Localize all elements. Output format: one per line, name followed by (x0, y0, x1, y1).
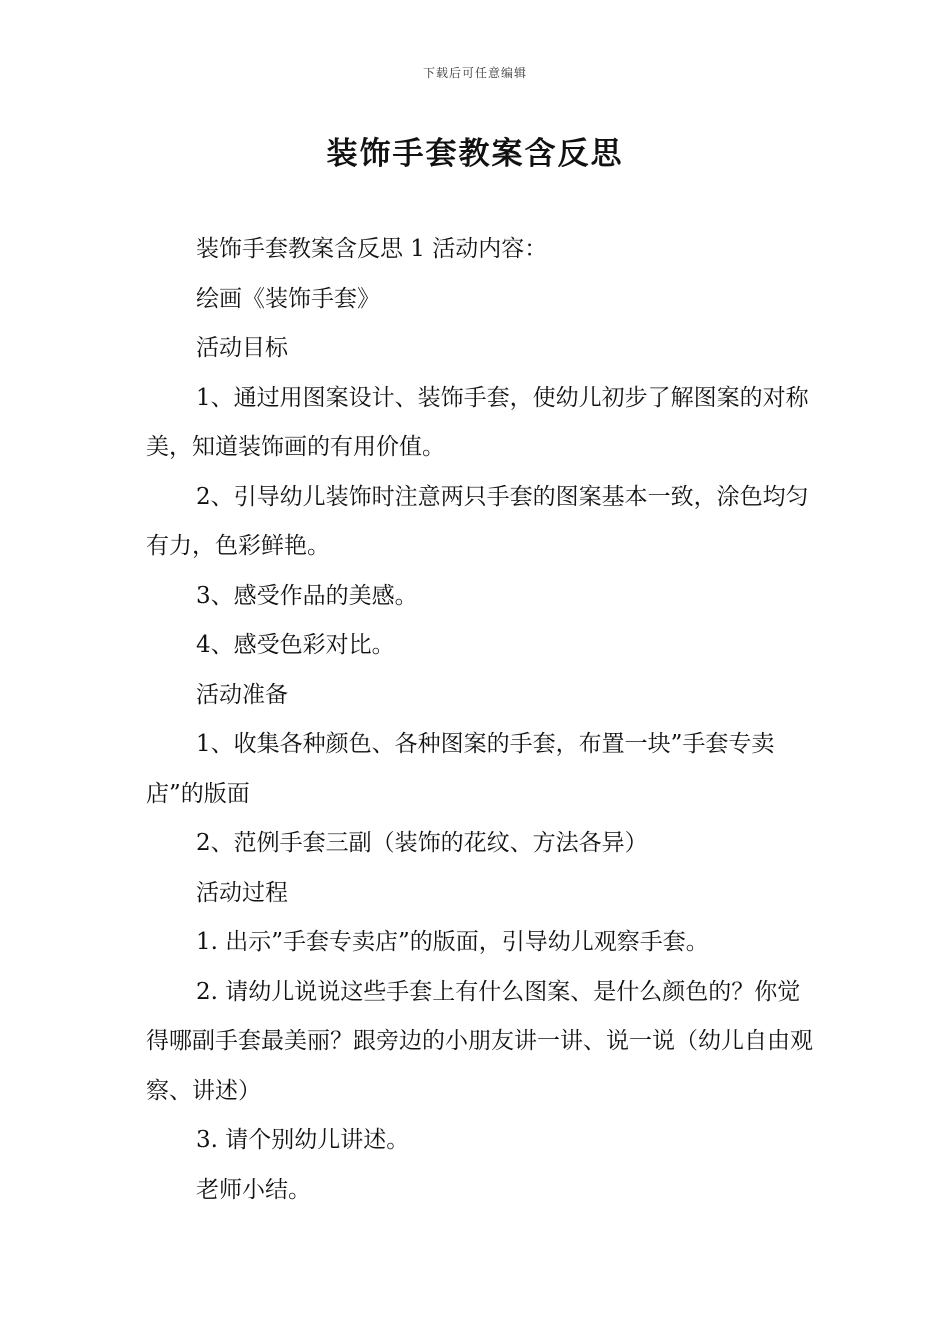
section-heading-preparation: 活动准备 (196, 681, 288, 708)
paragraph-intro: 装饰手套教案含反思 1 活动内容： (196, 236, 548, 262)
goal-item-4: 4、感受色彩对比。 (196, 632, 395, 658)
process-step-3: 3. 请个别幼儿讲述。 (196, 1127, 410, 1153)
header-note: 下载后可任意编辑 (422, 66, 527, 80)
section-heading-goals: 活动目标 (196, 335, 288, 361)
goal-item-2: 2、引导幼儿装饰时注意两只手套的图案基本一致，涂色均匀有力，色彩鲜艳。 (146, 483, 809, 559)
paragraph-activity-name: 绘画《装饰手套》 (196, 285, 380, 312)
teacher-summary: 老师小结。 (196, 1176, 311, 1203)
goal-item-1: 1、通过用图案设计、装饰手套，使幼儿初步了解图案的对称美，知道装饰画的有用价值。 (146, 384, 809, 460)
preparation-item-1: 1、收集各种颜色、各种图案的手套，布置一块”手套专卖店”的版面 (146, 731, 775, 807)
preparation-item-2: 2、范例手套三副（装饰的花纹、方法各异） (196, 830, 648, 856)
section-heading-process: 活动过程 (196, 879, 288, 906)
process-step-2: 2. 请幼儿说说这些手套上有什么图案、是什么颜色的？你觉得哪副手套最美丽？跟旁边的小朋友讲一讲、说一说（幼儿自由观察、讲述） (146, 978, 813, 1104)
document-body (146, 225, 816, 1215)
goal-item-3: 3、感受作品的美感。 (196, 582, 418, 609)
document-title: 装饰手套教案含反思 (326, 136, 624, 172)
process-step-1: 1. 出示”手套专卖店”的版面，引导幼儿观察手套。 (196, 929, 709, 955)
